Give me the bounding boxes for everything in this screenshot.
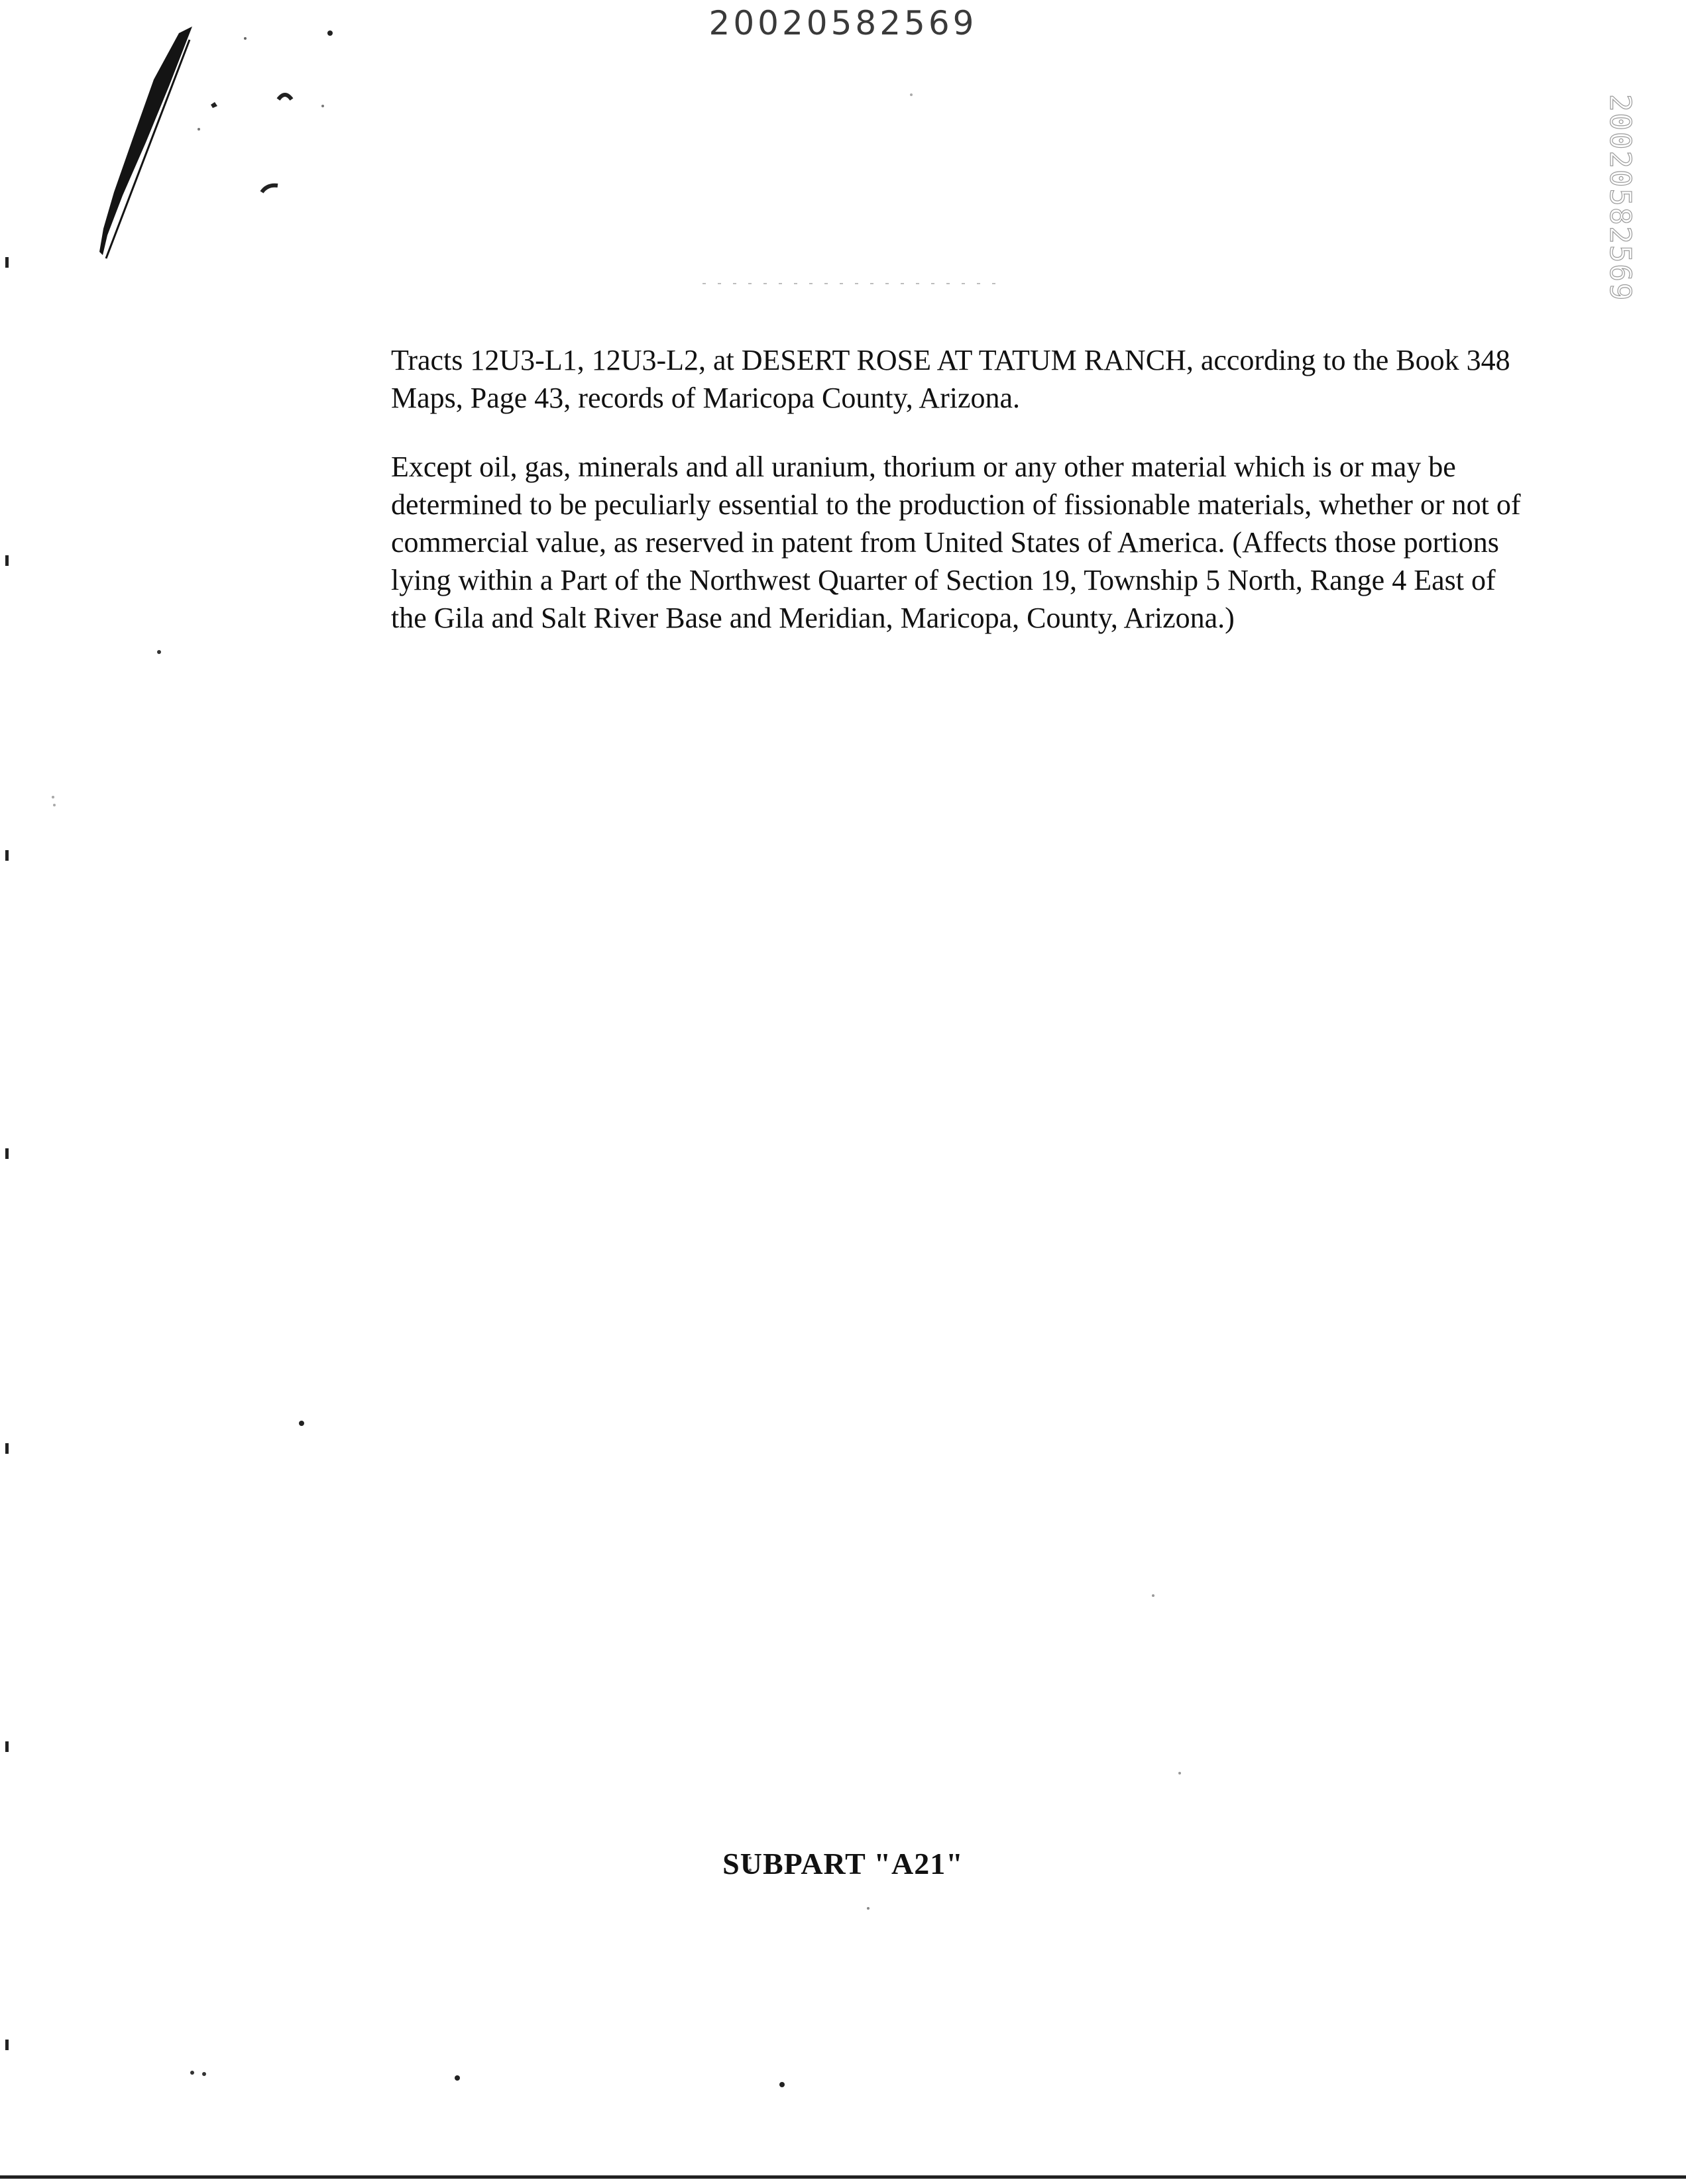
- margin-mark: [5, 257, 9, 268]
- speck-mark: [1152, 1594, 1154, 1597]
- margin-mark: [5, 1741, 9, 1752]
- speck-mark: [52, 796, 54, 798]
- margin-mark: [5, 1148, 9, 1159]
- pen-stroke-thin: [106, 40, 190, 258]
- speck-mark: [202, 2072, 206, 2076]
- margin-mark: [5, 1443, 9, 1454]
- margin-mark: [5, 850, 9, 861]
- speck-mark: [910, 93, 913, 96]
- margin-mark: [5, 2040, 9, 2050]
- speck-mark: [197, 128, 200, 131]
- speck-mark: [1178, 1772, 1181, 1774]
- subpart-label: SUBPART "A21": [722, 1847, 964, 1881]
- legal-description: [391, 341, 1531, 668]
- speck-mark: [244, 37, 247, 40]
- mineral-exception-paragraph: Except oil, gas, minerals and all uranium, thorium or any other material which is or may be determined to be peculiarly essential to the production of fissionable materials, whether or not of commercial value, as reserved in patent from United States of America. (Affects those portions lying within a Part of the Northwest Quarter of Section 19, Township 5 North, Range 4 East of the Gila and Salt River Base and Meridian, Maricopa, County, Arizona.): [391, 451, 1521, 634]
- speck-mark: [278, 95, 292, 99]
- speck-mark: [867, 1907, 870, 1910]
- bottom-scan-edge: [0, 2175, 1686, 2179]
- side-stamp-text: 20020582569: [1603, 94, 1637, 302]
- speck-mark: [211, 102, 217, 108]
- speck-mark: [299, 1421, 304, 1426]
- pen-stroke-mark: [99, 27, 192, 255]
- speck-mark: [327, 30, 333, 36]
- speck-mark: [157, 650, 161, 654]
- speck-mark: [455, 2075, 460, 2081]
- margin-mark: [5, 555, 9, 566]
- tract-description-paragraph: Tracts 12U3-L1, 12U3-L2, at DESERT ROSE AT TATUM RANCH, according to the Book 348 Maps, Page 43, records of Maricopa County, Arizona.: [391, 344, 1510, 414]
- speck-mark: [53, 804, 56, 806]
- speck-mark: [779, 2082, 785, 2087]
- speck-mark: [190, 2071, 194, 2075]
- speck-mark: [262, 186, 278, 192]
- speck-mark: [321, 105, 324, 107]
- recording-number: 20020582569: [708, 4, 978, 42]
